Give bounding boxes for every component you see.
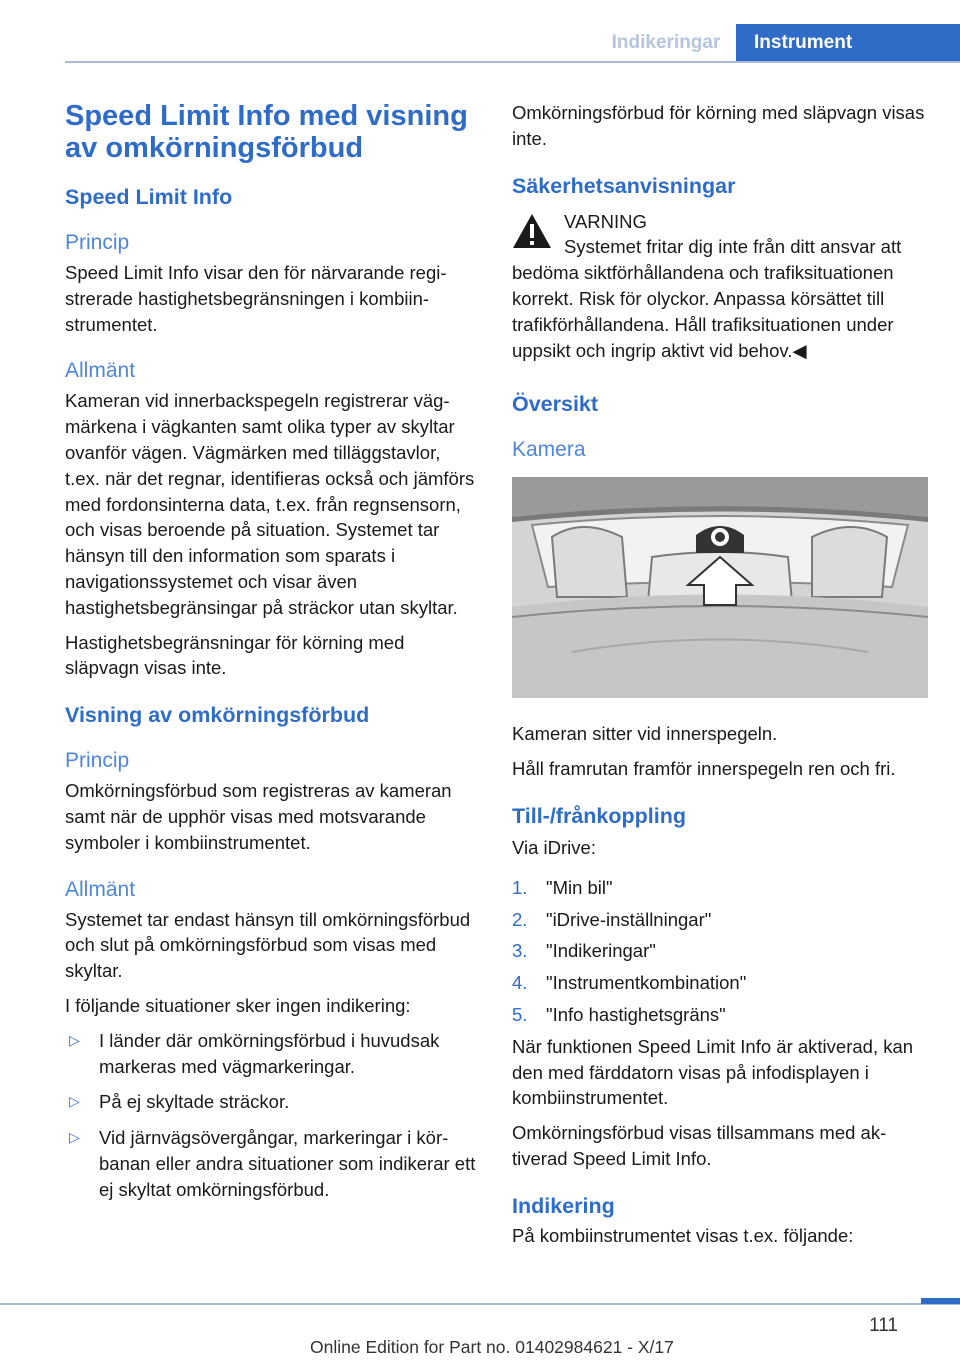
section-heading-omkorningsforbud: Visning av omkörningsförbud bbox=[65, 703, 370, 728]
paragraph-indikering: På kombiinstrumentet visas t.ex. följande: bbox=[512, 1224, 854, 1246]
triangle-bullet-icon: ▷ bbox=[69, 1129, 80, 1146]
paragraph-princip-2: Omkörningsförbud som registreras av kameran samt när de upphör visas med motsvarande symboler i kombiinstrumentet. bbox=[65, 780, 452, 853]
warning-body: Systemet fritar dig inte från ditt ansvar att bedöma siktförhållandena och trafiksituationen korrekt. Risk för olyckor. Anpassa körsättet till trafikförhållandena. Håll trafiksituationen under uppsikt och ingrip aktivt vid behov.◀ bbox=[512, 236, 902, 361]
warning-box bbox=[512, 209, 932, 364]
paragraph-via-idrive: Via iDrive: bbox=[512, 836, 596, 858]
right-column bbox=[512, 100, 932, 1258]
paragraph-overtaking-shown: Omkörningsförbud visas tillsammans med aktiverad Speed Limit Info. bbox=[512, 1122, 887, 1169]
subheading-allmant: Allmänt bbox=[65, 359, 136, 383]
caption-keep-clean: Håll framrutan framför innerspegeln ren och fri. bbox=[512, 758, 896, 780]
list-item: 1. "Min bil" bbox=[512, 876, 613, 898]
page-title: Speed Limit Info med visning av omkörningsförbud bbox=[65, 100, 468, 164]
paragraph-allmant: Kameran vid innerbackspegeln registrerar vägmärkena i vägkanten samt olika typer av skyltar ovanför vägen. Vägmärken med tilläggstavlor, t.ex. när det regnar, identifieras också och jämförs med fordonsinterna data, t.ex. från regnsensorn, och visas beroende på situation. Systemet tar hänsyn till den information som sparats i navigationssystemet och visar även hastighetsbegränsingar på sträckor utan skyltar. bbox=[65, 390, 475, 618]
page-number: 111 bbox=[869, 1315, 898, 1336]
subheading-kamera: Kamera bbox=[512, 438, 586, 462]
paragraph-allmant-2: Systemet tar endast hänsyn till omkörningsförbud och slut på omkörningsförbud som visas med skyltar. bbox=[65, 908, 471, 982]
bullet-list bbox=[65, 1028, 480, 1203]
left-column bbox=[65, 100, 480, 1213]
header-tab-indikeringar[interactable]: Indikeringar bbox=[611, 32, 721, 53]
footer-accent-mark bbox=[921, 1298, 960, 1304]
list-item: ▷ Vid järnvägsövergångar, markeringar i körbanan eller andra situationer som indikerar ett ej skyltat omkörningsförbud. bbox=[69, 1127, 476, 1200]
list-item: ▷ På ej skyltade sträckor. bbox=[65, 1089, 480, 1115]
section-heading-speed-limit-info: Speed Limit Info bbox=[65, 185, 233, 209]
paragraph-slapvagn: Hastighetsbegränsningar för körning med släpvagn visas inte. bbox=[65, 631, 405, 679]
section-heading-indikering: Indikering bbox=[512, 1193, 615, 1218]
list-item: 4. "Instrumentkombination" bbox=[512, 972, 747, 994]
caption-camera-location: Kameran sitter vid innerspegeln. bbox=[512, 723, 778, 745]
edition-label: Online Edition for Part no. 01402984621 - X/17 bbox=[310, 1337, 674, 1357]
section-heading-sakerhet: Säkerhetsanvisningar bbox=[512, 173, 736, 198]
section-heading-till-franskoppling: Till-/frånkoppling bbox=[512, 803, 686, 828]
paragraph-princip: Speed Limit Info visar den för närvarande registrerade hastighetsbegränsningen i kombiinstrumentet. bbox=[65, 262, 447, 335]
warning-triangle-icon bbox=[512, 213, 552, 249]
list-item: ▷ I länder där omkörningsförbud i huvudsak markeras med vägmarkeringar. bbox=[69, 1029, 440, 1077]
camera-location-illustration bbox=[512, 477, 928, 698]
subheading-allmant-2: Allmänt bbox=[65, 877, 136, 901]
warning-title: VARNING bbox=[564, 210, 647, 232]
list-item: 2. "iDrive-inställningar" bbox=[512, 908, 712, 930]
triangle-bullet-icon: ▷ bbox=[69, 1031, 80, 1048]
paragraph-slapvagn-intro: Omkörningsförbud för körning med släpvagn visas inte. bbox=[512, 102, 925, 149]
steps-list bbox=[512, 875, 932, 1028]
triangle-bullet-icon: ▷ bbox=[69, 1093, 80, 1110]
section-heading-oversikt: Översikt bbox=[512, 392, 599, 417]
footer-divider bbox=[0, 1303, 960, 1305]
list-item: 3. "Indikeringar" bbox=[512, 940, 656, 962]
subheading-princip-2: Princip bbox=[65, 749, 130, 773]
header-divider bbox=[65, 61, 960, 63]
list-item: 5. "Info hastighetsgräns" bbox=[512, 1003, 726, 1025]
paragraph-no-indication: I följande situationer sker ingen indikering: bbox=[65, 994, 411, 1016]
paragraph-activated: När funktionen Speed Limit Info är aktiverad, kan den med färddatorn visas på infodisplayen i kombiinstrumentet. bbox=[512, 1035, 914, 1109]
header-tab-instrument[interactable]: Instrument bbox=[736, 24, 960, 62]
subheading-princip: Princip bbox=[65, 231, 130, 254]
